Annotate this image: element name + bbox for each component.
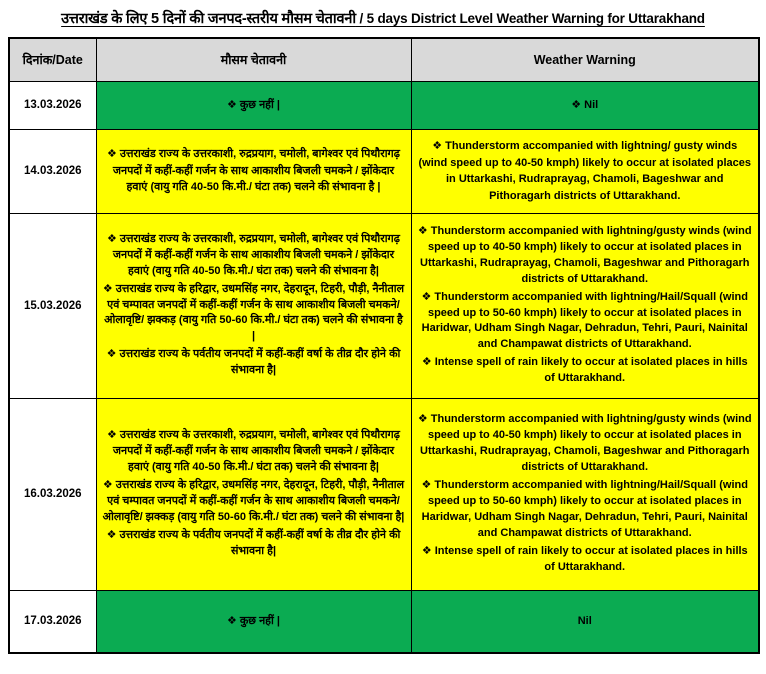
diamond-bullet-icon: ❖	[417, 224, 428, 237]
weather-warning-table	[8, 37, 760, 654]
table-row	[9, 398, 759, 590]
diamond-bullet-icon: ❖	[107, 232, 117, 245]
warning-item: ❖ उत्तराखंड राज्य के पर्वतीय जनपदों में कहीं-कहीं वर्षा के तीव्र दौर होने की संभावना है|	[106, 348, 401, 377]
date-cell: 17.03.2026	[9, 590, 96, 653]
warning-item: ❖ Thunderstorm accompanied with lightning/Hail/Squall (wind speed up to 50-60 kmph) likely to occur at isolated places in Haridwar, Udham Singh Nagar, Dehradun, Tehri, Pauri, Nainital and Champawat districts of Uttarakhand.	[421, 290, 748, 351]
warning-item: ❖ उत्तराखंड राज्य के हरिद्वार, उधमसिंह नगर, देहरादून, टिहरी, पौड़ी, नैनीताल एवं चम्पावत जनपदों में कहीं-कहीं गर्जन के साथ आकाशीय बिजली चमकने/ओलावृष्टि/ झक्कड़ (वायु गति 50-60 कि.मी./ घंटा तक) चलने की संभावना है|	[102, 479, 405, 523]
date-cell: 16.03.2026	[9, 398, 96, 590]
header-date: दिनांक/Date	[9, 38, 96, 81]
warning-item: ❖ उत्तराखंड राज्य के उत्तरकाशी, रुद्रप्रयाग, चमोली, बागेश्वर एवं पिथौरागढ़ जनपदों में कहीं-कहीं गर्जन के साथ आकाशीय बिजली चमकने / झोंकेदार हवाएं (वायु गति 40-50 कि.मी./ घंटा तक) चलने की संभावना है|	[107, 429, 400, 474]
warning-item: ❖ Thunderstorm accompanied with lightning/ gusty winds (wind speed up to 40-50 kmph) likely to occur at isolated places in Uttarkashi, Rudraprayag, Chamoli, Bageshwar and Pithoragarh districts of Uttarakhand.	[418, 140, 752, 202]
warning-item: ❖ Thunderstorm accompanied with lightning/gusty winds (wind speed up to 40-50 kmph) likely to occur at isolated places in Uttarkashi, Rudraprayag, Chamoli, Bageshwar and Pithoragarh districts of Uttarakhand.	[417, 413, 752, 474]
warning-item: ❖ Thunderstorm accompanied with lightning/gusty winds (wind speed up to 40-50 kmph) likely to occur at isolated places in Uttarkashi, Rudraprayag, Chamoli, Bageshwar and Pithoragarh districts of Uttarakhand.	[417, 224, 752, 285]
warning-item: ❖ Thunderstorm accompanied with lightning/Hail/Squall (wind speed up to 50-60 kmph) likely to occur at isolated places in Haridwar, Udham Singh Nagar, Dehradun, Tehri, Pauri, Nainital and Champawat districts of Uttarakhand.	[421, 479, 748, 539]
english-warning-cell	[411, 81, 759, 129]
warning-item: Nil	[577, 615, 592, 627]
diamond-bullet-icon: ❖	[421, 356, 432, 369]
diamond-bullet-icon: ❖	[102, 282, 113, 295]
warning-item: ❖ कुछ नहीं |	[226, 98, 281, 111]
page-title-english: 5 days District Level Weather Warning for Uttarakhand	[366, 11, 705, 26]
table-row	[9, 81, 759, 129]
diamond-bullet-icon: ❖	[106, 528, 117, 541]
hindi-warning-cell	[96, 398, 411, 590]
warning-item: ❖ उत्तराखंड राज्य के उत्तरकाशी, रुद्रप्रयाग, चमोली, बागेश्वर एवं पिथौरागढ़ जनपदों में कहीं-कहीं गर्जन के साथ आकाशीय बिजली चमकने / झोंकेदार हवाएं (वायु गति 40-50 कि.मी./ घंटा तक) चलने की संभावना है |	[107, 148, 400, 194]
warning-item: ❖ Intense spell of rain likely to occur at isolated places in hills of Uttarakhand.	[421, 356, 748, 385]
diamond-bullet-icon: ❖	[107, 148, 117, 161]
english-warning-cell	[411, 398, 759, 590]
diamond-bullet-icon: ❖	[421, 544, 432, 557]
hindi-warning-cell	[96, 213, 411, 398]
date-cell: 14.03.2026	[9, 129, 96, 213]
diamond-bullet-icon: ❖	[421, 290, 432, 303]
warning-item: ❖ कुछ नहीं |	[226, 615, 281, 627]
date-cell: 15.03.2026	[9, 213, 96, 398]
warning-item: ❖ उत्तराखंड राज्य के हरिद्वार, उधमसिंह नगर, देहरादून, टिहरी, पौड़ी, नैनीताल एवं चम्पावत जनपदों में कहीं-कहीं गर्जन के साथ आकाशीय बिजली चमकने/ओलावृष्टि/ झक्कड़ (वायु गति 50-60 कि.मी./ घंटा तक) चलने की संभावना है |	[102, 282, 405, 343]
diamond-bullet-icon: ❖	[421, 479, 432, 492]
english-warning-cell	[411, 213, 759, 398]
diamond-bullet-icon: ❖	[571, 98, 582, 111]
hindi-warning-cell	[96, 81, 411, 129]
header-hindi-warning: मौसम चेतावनी	[96, 38, 411, 81]
diamond-bullet-icon: ❖	[102, 479, 113, 492]
warning-item: ❖ Nil	[571, 98, 599, 111]
table-row	[9, 129, 759, 213]
header-english-warning: Weather Warning	[411, 38, 759, 81]
warning-item: ❖ उत्तराखंड राज्य के पर्वतीय जनपदों में कहीं-कहीं वर्षा के तीव्र दौर होने की संभावना है|	[106, 528, 401, 557]
diamond-bullet-icon: ❖	[226, 615, 237, 627]
english-warning-cell	[411, 590, 759, 653]
header-row	[9, 38, 759, 81]
page-title-hindi: उत्तराखंड के लिए 5 दिनों की जनपद-स्तरीय मौसम चेतावनी	[61, 11, 356, 27]
hindi-warning-cell	[96, 129, 411, 213]
warning-item: ❖ उत्तराखंड राज्य के उत्तरकाशी, रुद्रप्रयाग, चमोली, बागेश्वर एवं पिथौरागढ़ जनपदों में कहीं-कहीं गर्जन के साथ आकाशीय बिजली चमकने / झोंकेदार हवाएं (वायु गति 40-50 कि.मी./ घंटा तक) चलने की संभावना है|	[107, 232, 400, 277]
date-cell: 13.03.2026	[9, 81, 96, 129]
warning-item: ❖ Intense spell of rain likely to occur at isolated places in hills of Uttarakhand.	[421, 544, 748, 573]
hindi-warning-cell	[96, 590, 411, 653]
title-separator: /	[355, 11, 367, 26]
diamond-bullet-icon: ❖	[432, 140, 443, 152]
table-row	[9, 213, 759, 398]
diamond-bullet-icon: ❖	[107, 429, 117, 442]
page-title	[8, 8, 758, 28]
diamond-bullet-icon: ❖	[417, 413, 428, 426]
diamond-bullet-icon: ❖	[106, 348, 117, 361]
english-warning-cell	[411, 129, 759, 213]
diamond-bullet-icon: ❖	[226, 98, 237, 111]
table-row	[9, 590, 759, 653]
warning-rows	[9, 81, 759, 653]
